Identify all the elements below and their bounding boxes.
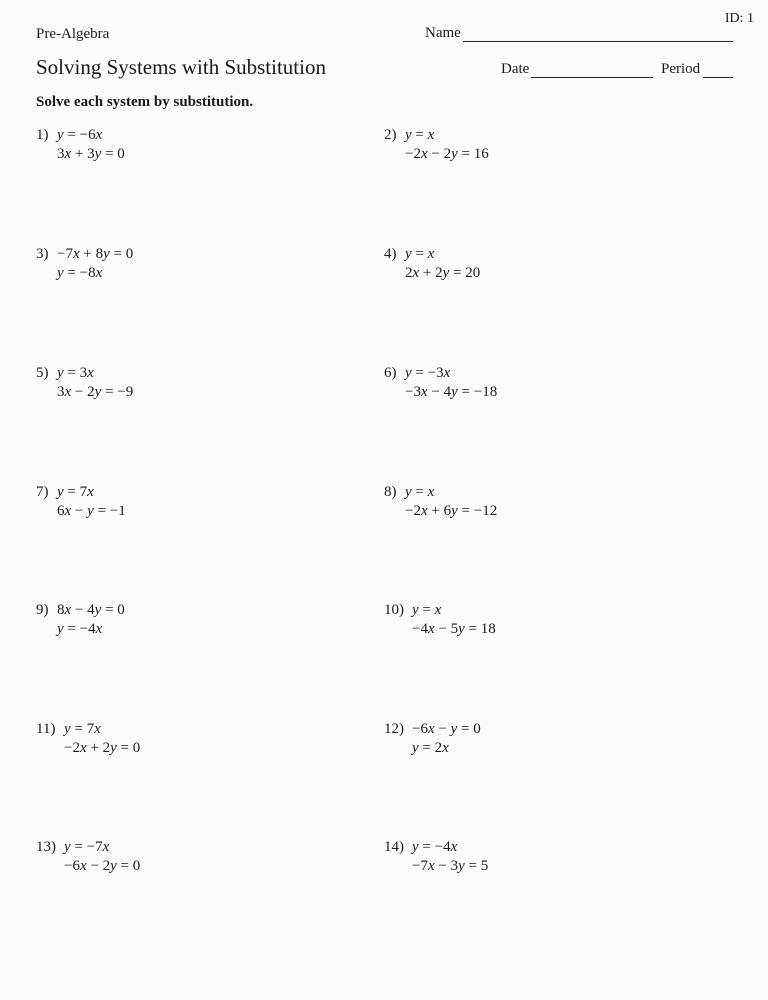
period-label: Period [661, 61, 701, 77]
problem-1 [36, 126, 125, 164]
problem-8 [384, 483, 497, 521]
equation-1: y = −6x [57, 127, 103, 143]
problem-number: 10) [384, 602, 404, 618]
problem-number: 14) [384, 839, 404, 855]
problem-number: 1) [36, 127, 49, 143]
equation-1: y = 7x [57, 484, 94, 500]
equation-1: y = 3x [57, 365, 94, 381]
equation-2: 2x + 2y = 20 [405, 265, 481, 281]
equation-2: −3x − 4y = −18 [405, 384, 498, 400]
equation-2: −2x + 2y = 0 [64, 740, 141, 756]
problem-9 [36, 601, 125, 639]
equation-2: 3x − 2y = −9 [57, 384, 134, 400]
equation-2: 3x + 3y = 0 [57, 146, 125, 162]
problem-12 [384, 720, 481, 758]
equation-1: y = x [405, 246, 435, 262]
problem-13 [36, 838, 140, 876]
equation-1: y = 7x [64, 721, 101, 737]
equation-2: −2x + 6y = −12 [405, 503, 498, 519]
problem-7 [36, 483, 126, 521]
problem-14 [384, 838, 488, 876]
problem-3 [36, 245, 133, 283]
problem-5 [36, 364, 133, 402]
name-label: Name [425, 25, 461, 41]
date-label: Date [501, 61, 530, 77]
equation-2: −4x − 5y = 18 [412, 621, 496, 637]
problem-number: 5) [36, 365, 49, 381]
equation-2: y = −8x [57, 265, 103, 281]
problem-number: 7) [36, 484, 49, 500]
problem-number: 3) [36, 246, 49, 262]
worksheet-id: ID: 1 [724, 11, 754, 26]
period-blank-line [703, 77, 733, 78]
equation-2: y = −4x [57, 621, 103, 637]
equation-1: y = −7x [64, 839, 110, 855]
equation-1: y = x [405, 484, 435, 500]
problem-number: 12) [384, 721, 404, 737]
equation-1: y = −4x [412, 839, 458, 855]
equation-1: 8x − 4y = 0 [57, 602, 125, 618]
problem-6 [384, 364, 497, 402]
problem-10 [384, 601, 496, 639]
problem-number: 11) [36, 721, 56, 737]
problem-number: 4) [384, 246, 397, 262]
problem-11 [36, 720, 140, 758]
problem-number: 2) [384, 127, 397, 143]
worksheet-title: Solving Systems with Substitution [36, 55, 326, 79]
equation-1: −6x − y = 0 [412, 721, 481, 737]
problem-number: 8) [384, 484, 397, 500]
problem-number: 6) [384, 365, 397, 381]
equation-2: −2x − 2y = 16 [405, 146, 489, 162]
instructions: Solve each system by substitution. [36, 94, 254, 110]
equation-2: y = 2x [412, 740, 449, 756]
equation-1: −7x + 8y = 0 [57, 246, 134, 262]
equation-2: 6x − y = −1 [57, 503, 126, 519]
equation-1: y = −3x [405, 365, 451, 381]
equation-1: y = x [405, 127, 435, 143]
equation-1: y = x [412, 602, 442, 618]
date-blank-line [531, 77, 653, 78]
name-blank-line [463, 41, 733, 42]
problem-number: 13) [36, 839, 56, 855]
equation-2: −6x − 2y = 0 [64, 858, 141, 874]
problem-2 [384, 126, 489, 164]
course-name: Pre-Algebra [36, 26, 110, 42]
problem-number: 9) [36, 602, 49, 618]
problem-4 [384, 245, 480, 283]
equation-2: −7x − 3y = 5 [412, 858, 489, 874]
